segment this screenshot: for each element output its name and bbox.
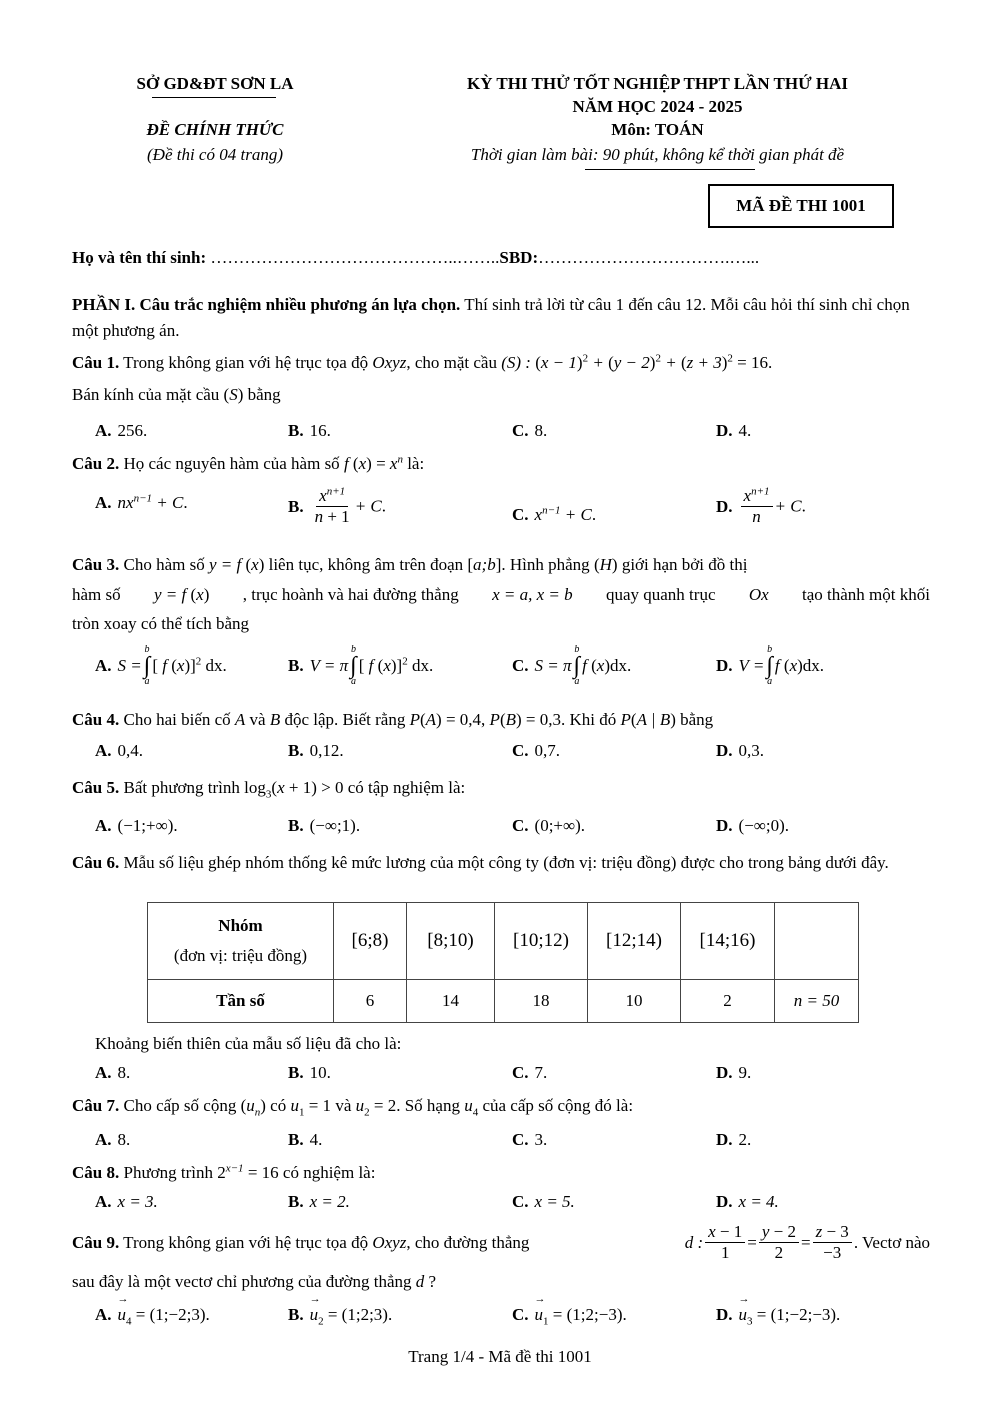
q4-text: Cho hai biến cố [119, 710, 235, 729]
question-1: Câu 1. Trong không gian với hệ trục tọa độ Oxyz, cho mặt cầu (S) : $(x - 1)^2 + (y - 2)^2 + (z + 3)^2 = 16$. [72, 352, 773, 372]
option-label: D. [716, 741, 733, 760]
header-group: Nhóm [218, 916, 263, 935]
option-text: 7. [534, 1063, 548, 1082]
q9-option-b[interactable]: $B.\to u_2$ = (1;2;3). [288, 1305, 392, 1325]
option-text: 10. [309, 1063, 331, 1082]
q1-label: Câu 1. [72, 353, 120, 372]
option-label: B. [288, 816, 304, 835]
table-cell-empty [775, 903, 859, 980]
table-row [148, 903, 859, 980]
option-text: x = 4. [738, 1192, 779, 1211]
q8-option-b[interactable] [288, 1192, 350, 1212]
option-label: B. [288, 1063, 304, 1082]
option-text: 256. [117, 421, 148, 440]
table-row [148, 980, 859, 1023]
table-cell: 14 [407, 980, 495, 1023]
option-label: C. [512, 1305, 529, 1324]
option-label: C. [512, 421, 529, 440]
option-label: A. [95, 493, 112, 513]
q1-math-oxyz: Oxyz [372, 353, 407, 372]
option-label: C. [512, 656, 529, 675]
q4-option-b[interactable] [288, 741, 344, 761]
table-cell: 18 [495, 980, 588, 1023]
question-9: Câu 9. Trong không gian với hệ trục tọa độ Oxyz, cho đường thẳng d : $\frac{x - 1}{1}$ = $\frac{y - 2}{2}$ = $\frac{z - 3}{-3}$ . Vectơ nào [72, 1222, 930, 1262]
option-text: (−1;+∞). [117, 816, 178, 835]
option-label: B. [288, 1305, 304, 1324]
q8-text: có nghiệm là: [278, 1163, 376, 1182]
option-text: (−∞;0). [738, 816, 790, 835]
table-cell: 10 [588, 980, 681, 1023]
table-cell: [14;16) [681, 903, 775, 980]
q7-text: Số hạng [400, 1096, 465, 1115]
option-label: D. [716, 1130, 733, 1149]
table-cell: [10;12) [495, 903, 588, 980]
q7-option-d[interactable] [716, 1130, 751, 1150]
q7-option-b[interactable] [288, 1130, 322, 1150]
option-text: 8. [534, 421, 548, 440]
q9-text: , cho đường thẳng [406, 1232, 530, 1252]
option-label: A. [95, 1305, 112, 1324]
q7-option-a[interactable] [95, 1130, 130, 1150]
q3-text: tạo thành một khối [802, 585, 930, 604]
option-text: 2. [738, 1130, 752, 1149]
question-6 [72, 851, 930, 875]
option-label: A. [95, 816, 112, 835]
question-3: Câu 3. Cho hàm số y = f (x) liên tục, không âm trên đoạn [a;b]. Hình phẳng (H) giới hạn bởi đồ thị [72, 555, 748, 574]
q8-label: Câu 8. [72, 1163, 120, 1182]
option-text: 0,4. [117, 741, 144, 760]
q9-option-d[interactable]: $D.\to u_3$ = (1;−2;−3). [716, 1305, 840, 1325]
q8-option-a[interactable] [95, 1192, 158, 1212]
page-footer: Trang 1/4 - Mã đề thi 1001 [408, 1347, 592, 1366]
option-text: x = 3. [117, 1192, 158, 1211]
q3-text: liên tục, không âm trên đoạn [264, 555, 468, 574]
q3-text: giới hạn bởi đồ thị [617, 555, 748, 574]
table-cell: 6 [334, 980, 407, 1023]
option-label: A. [95, 1130, 112, 1149]
q9-text: . Vectơ nào [853, 1232, 930, 1252]
q4-text: và [245, 710, 270, 729]
option-label: C. [512, 1192, 529, 1211]
q8-text: Phương trình [119, 1163, 218, 1182]
q5-option-a[interactable] [95, 816, 178, 836]
q7-text: của cấp số cộng đó là: [478, 1096, 634, 1115]
dept-underline [152, 97, 276, 98]
q6-label: Câu 6. [72, 853, 120, 872]
option-text: x = 2. [309, 1192, 350, 1211]
q7-text: và [331, 1096, 356, 1115]
q1-option-d[interactable] [716, 421, 751, 441]
q3-text: , trục hoành và hai đường thẳng [242, 585, 459, 604]
q1-option-b[interactable] [288, 421, 331, 441]
option-label: A. [95, 656, 112, 675]
q3-text: tròn xoay có thể tích bằng [72, 614, 250, 633]
q5-label: Câu 5. [72, 778, 120, 797]
option-label: A. [95, 1192, 112, 1211]
q7-text: có [265, 1096, 291, 1115]
option-text: 8. [117, 1063, 131, 1082]
table-cell: 2 [681, 980, 775, 1023]
option-label: B. [288, 421, 304, 440]
header-unit: (đơn vị: triệu đồng) [173, 946, 308, 965]
frequency-table [147, 902, 859, 1023]
option-text: 0,12. [309, 741, 344, 760]
table-row-label: Tần số [148, 980, 334, 1023]
option-label: B. [288, 1192, 304, 1211]
q1-text: Trong không gian với hệ trục tọa độ [119, 353, 373, 372]
question-7: Câu 7. Cho cấp số cộng $(u_n)$ có $u_1 = 1$ và $u_2 = 2$. Số hạng $u_4$ của cấp số cộng đó là: [72, 1096, 634, 1119]
q8-option-c[interactable] [512, 1192, 575, 1212]
header-underline [585, 169, 755, 170]
time-note: Thời gian làm bài: 90 phút, không kể thời gian phát đề [470, 145, 845, 164]
q9-label: Câu 9. [72, 1232, 120, 1252]
option-text: 16. [309, 421, 331, 440]
option-label: C. [512, 1063, 529, 1082]
q4-text: bằng [675, 710, 714, 729]
option-label: C. [512, 505, 529, 524]
q6-text: Mẫu số liệu ghép nhóm thống kê mức lương của một công ty (đơn vị: triệu đồng) được cho trong bảng dưới đây. [119, 853, 889, 872]
question-5: Câu 5. Bất phương trình $\log_3(x + 1) > 0$ có tập nghiệm là: [72, 778, 466, 801]
option-text: 0,7. [534, 741, 561, 760]
q4-text: Khi đó [565, 710, 621, 729]
option-label: D. [716, 421, 733, 440]
option-text: 0,3. [738, 741, 765, 760]
q5-text: có tập nghiệm là: [343, 778, 466, 797]
q1-text: Bán kính của mặt cầu [72, 385, 224, 404]
q5-text: Bất phương trình [119, 778, 245, 797]
option-text: 4. [738, 421, 752, 440]
option-label: D. [716, 816, 733, 835]
question-8: Câu 8. Phương trình $2^{x-1} = 16$ có nghiệm là: [72, 1162, 376, 1182]
q2-func: f $(x) = x^n$ [343, 453, 403, 473]
q9-text: ? [424, 1272, 437, 1291]
option-label: B. [288, 741, 304, 760]
q2-option-b[interactable]: B. $\frac{x^{n+1}}{n + 1}$ + C. [288, 485, 386, 526]
q1-text: bằng [243, 385, 281, 404]
option-label: D. [716, 1192, 733, 1211]
q3-option-c[interactable]: C. S = π b ∫ a f (x)dx. [512, 644, 632, 687]
q1-option-a[interactable] [95, 421, 147, 441]
option-text: 3. [534, 1130, 548, 1149]
q7-option-c[interactable] [512, 1130, 547, 1150]
option-label: B. [288, 1130, 304, 1149]
q8-option-d[interactable] [716, 1192, 779, 1212]
pages-note: (Đề thi có 04 trang) [147, 145, 283, 164]
q3-text: quay quanh trục [605, 585, 716, 604]
q6-option-c[interactable] [512, 1063, 547, 1083]
official-label: ĐỀ CHÍNH THỨC [146, 120, 284, 139]
name-dots: ……………………………………..…….. [210, 248, 500, 267]
candidate-line [72, 248, 759, 268]
q7-label: Câu 7. [72, 1096, 120, 1115]
option-text: 8. [117, 1130, 131, 1149]
option-label: D. [716, 496, 733, 516]
q3-text: . Hình phẳng [501, 555, 594, 574]
q7-text: Cho cấp số cộng [119, 1096, 241, 1115]
exam-title: KỲ THI THỬ TỐT NGHIỆP THPT LẦN THỨ HAI [466, 74, 849, 93]
table-total: n = 50 [775, 980, 859, 1023]
table-header-cell [148, 903, 334, 980]
q2-option-c[interactable]: C. $x^{n-1} + C$. [512, 504, 597, 524]
q2-option-d[interactable]: D. $\frac{x^{n+1}}{n}$ + C. [716, 485, 806, 526]
q2-text: Họ các nguyên hàm của hàm số [119, 454, 344, 473]
q9-option-a[interactable]: $A.\to u_4$ = (1;−2;3). [95, 1305, 210, 1325]
q3-option-a[interactable]: A. S = b ∫ a [ f (x)]$^2$ dx. [95, 644, 227, 687]
q3-option-d[interactable]: D. V = b ∫ a f (x)dx. [716, 644, 825, 687]
table-cell: [6;8) [334, 903, 407, 980]
option-label: D. [716, 1305, 733, 1324]
q3-option-b[interactable]: B. V = π b ∫ a [ f (x)]$^2$ dx. [288, 644, 434, 687]
q1-math-s: (S) [223, 385, 244, 404]
question-9-line2: sau đây là một vectơ chỉ phương của đường thẳng d ? [72, 1272, 437, 1291]
question-3-line2: hàm số y = f (x) , trục hoành và hai đường thẳng x = a, x = b quay quanh trục Ox tạo thành một khối [72, 585, 930, 604]
option-text: (−∞;1). [309, 816, 361, 835]
q9-text: sau đây là một vectơ chỉ phương của đường thẳng [72, 1272, 416, 1291]
option-label: D. [716, 656, 733, 675]
part1-instructions [72, 292, 930, 344]
option-text: 9. [738, 1063, 752, 1082]
sbd-dots: …………………………….…... [538, 248, 760, 267]
q4-option-a[interactable] [95, 741, 143, 761]
option-label: D. [716, 1063, 733, 1082]
q3-text: hàm số [72, 585, 121, 604]
option-text: (0;+∞). [534, 816, 586, 835]
option-text: x = 5. [534, 1192, 575, 1211]
table-cell: [12;14) [588, 903, 681, 980]
question-1-line2 [72, 385, 281, 405]
q2-option-a[interactable]: A. $nx^{n-1} + C$. [95, 492, 188, 513]
table-cell: [8;10) [407, 903, 495, 980]
q2-label: Câu 2. [72, 454, 120, 473]
option-label: C. [512, 1130, 529, 1149]
q6-option-a[interactable] [95, 1063, 130, 1083]
q4-option-c[interactable] [512, 741, 560, 761]
part1-desc: Thí sinh trả lời từ câu 1 đến câu 12. Mỗi câu hỏi thí sinh chỉ chọn một phương án. [72, 295, 910, 340]
q6-subquestion: Khoảng biến thiên của mẫu số liệu đã cho là: [95, 1034, 402, 1053]
sbd-label: SBD: [499, 248, 539, 267]
q9-option-c[interactable]: $C.\to u_1$ = (1;2;−3). [512, 1305, 627, 1325]
option-label: A. [95, 741, 112, 760]
question-3-line3 [72, 614, 249, 634]
q9-text: Trong không gian với hệ trục tọa độ [119, 1232, 373, 1252]
exam-code-box: MÃ ĐỀ THI 1001 [708, 184, 894, 228]
q6-option-d[interactable] [716, 1063, 751, 1083]
q1-sphere-eq: (S) : $(x - 1)^2 + (y - 2)^2 + (z + 3)^2 = 16$ [501, 352, 768, 372]
q9-line-eq: d : $\frac{x - 1}{1}$ = $\frac{y - 2}{2}$ = $\frac{z - 3}{-3}$ . Vectơ nào [684, 1222, 930, 1262]
part1-title: PHẦN I. Câu trắc nghiệm nhiều phương án lựa chọn. [72, 295, 461, 314]
name-label: Họ và tên thí sinh: [72, 248, 207, 267]
option-label: C. [512, 816, 529, 835]
option-label: A. [95, 421, 112, 440]
option-label: C. [512, 741, 529, 760]
q2-text: là: [402, 454, 425, 473]
question-2 [72, 454, 424, 474]
option-label: B. [288, 656, 304, 675]
subject: Môn: TOÁN [611, 120, 704, 139]
q1-option-c[interactable] [512, 421, 547, 441]
school-year: NĂM HỌC 2024 - 2025 [572, 97, 743, 116]
option-label: B. [288, 496, 304, 516]
q4-text: độc lập. Biết rằng [280, 710, 410, 729]
q3-text: Cho hàm số [119, 555, 209, 574]
department-name: SỞ GD&ĐT SƠN LA [136, 74, 294, 93]
q4-label: Câu 4. [72, 710, 120, 729]
q5-option-b[interactable] [288, 816, 360, 836]
q3-label: Câu 3. [72, 555, 120, 574]
q5-option-c[interactable] [512, 816, 585, 836]
q1-text: , cho mặt cầu [406, 353, 502, 372]
q6-option-b[interactable] [288, 1063, 331, 1083]
q5-option-d[interactable] [716, 816, 789, 836]
question-4: Câu 4. Cho hai biến cố A và B độc lập. Biết rằng P(A) = 0,4, P(B) = 0,3. Khi đó P(A | B) bằng [72, 710, 714, 729]
option-label: A. [95, 1063, 112, 1082]
q4-option-d[interactable] [716, 741, 764, 761]
option-text: 4. [309, 1130, 323, 1149]
